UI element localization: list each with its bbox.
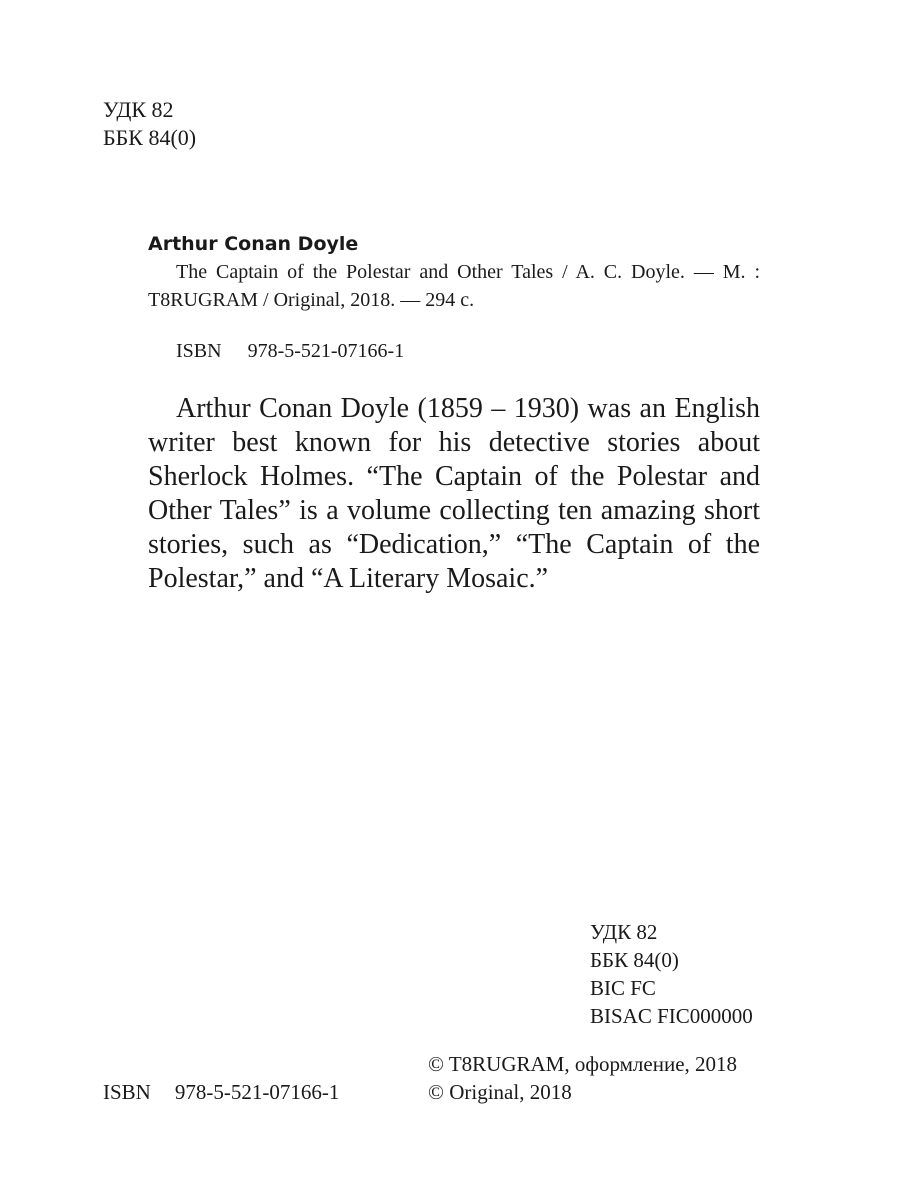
bibliographic-record: The Captain of the Polestar and Other Tales / A. C. Doyle. — M. : T8RUGRAM / Original, 2018. — 294 c. <box>148 261 760 311</box>
author-heading: Arthur Conan Doyle <box>148 233 359 255</box>
copyright-line-design: © T8RUGRAM, оформление, 2018 <box>428 1052 738 1076</box>
top-classification-block <box>103 96 196 152</box>
isbn-line-bottom <box>103 1078 339 1106</box>
copyright-line-original: © Original, 2018 <box>428 1080 572 1104</box>
isbn-number: 978-5-521-07166-1 <box>247 340 405 362</box>
isbn-label: ISBN <box>103 1080 151 1104</box>
bisac-code: BISAC FIC000000 <box>590 1004 753 1028</box>
udk-code: УДК 82 <box>590 920 658 944</box>
bbk-code: ББК 84(0) <box>590 948 679 972</box>
udk-code: УДК 82 <box>103 97 174 122</box>
bottom-classification-block <box>590 918 753 1030</box>
isbn-line-top <box>176 337 404 365</box>
bic-code: BIC FC <box>590 976 656 1000</box>
bbk-code: ББК 84(0) <box>103 125 197 150</box>
book-annotation: Arthur Conan Doyle (1859 – 1930) was an English writer best known for his detective stories about Sherlock Holmes. “The Captain of the Polestar and Other Tales” is a volume collecting ten amazing short stories, such as “Dedication,” “The Captain of the Polestar,” and “A Literary Mosaic.” <box>148 393 760 594</box>
isbn-label: ISBN <box>176 340 222 362</box>
isbn-number: 978-5-521-07166-1 <box>174 1080 340 1104</box>
copyright-block <box>428 1050 737 1106</box>
